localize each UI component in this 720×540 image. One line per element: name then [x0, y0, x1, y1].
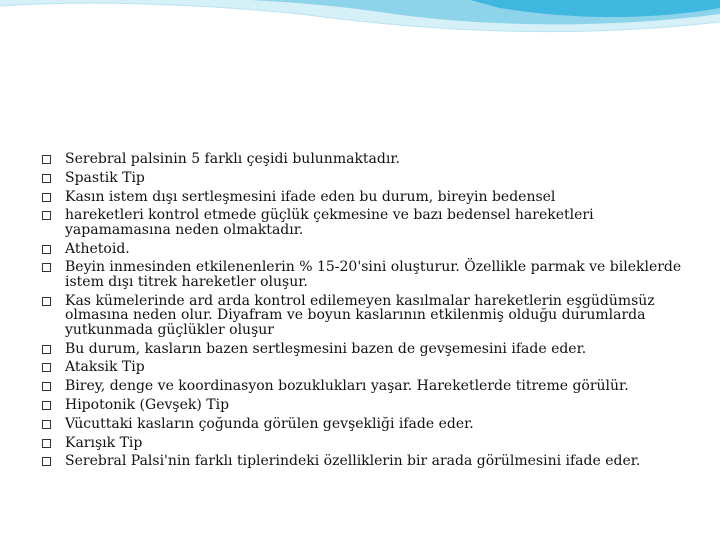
bullet-text: Serebral palsinin 5 farklı çeşidi bulunmaktadır. — [65, 151, 400, 167]
bullet-item — [42, 208, 682, 237]
empty-box-icon — [42, 245, 51, 254]
bullet-item — [42, 171, 682, 186]
empty-box-icon — [42, 297, 51, 306]
bullet-item — [42, 436, 682, 451]
bullet-text: Serebral Palsi'nin farklı tiplerindeki özelliklerin bir arada görülmesini ifade eder. — [65, 453, 641, 470]
empty-box-icon — [42, 174, 51, 183]
empty-box-icon — [42, 155, 51, 164]
bullet-text: Kasın istem dışı sertleşmesini ifade eden bu durum, bireyin bedensel — [65, 188, 556, 205]
bullet-item — [42, 260, 682, 289]
bullet-text: Hipotonik (Gevşek) Tip — [65, 396, 230, 413]
bullet-item — [42, 360, 682, 375]
bullet-text: Athetoid. — [65, 240, 130, 257]
bullet-item — [42, 242, 682, 257]
bullet-text: hareketleri kontrol etmede güçlük çekmesine ve bazı bedensel hareketleri yapamamasına neden olmaktadır. — [65, 207, 594, 238]
bullet-item — [42, 398, 682, 413]
bullet-item — [42, 152, 682, 167]
bullet-text: Vücuttaki kasların çoğunda görülen gevşekliği ifade eder. — [65, 415, 474, 432]
bullet-text: Bu durum, kasların bazen sertleşmesini bazen de gevşemesini ifade eder. — [65, 340, 587, 357]
bullet-item — [42, 379, 682, 394]
empty-box-icon — [42, 439, 51, 448]
empty-box-icon — [42, 211, 51, 220]
empty-box-icon — [42, 382, 51, 391]
empty-box-icon — [42, 345, 51, 354]
bullet-item — [42, 190, 682, 205]
bullet-item — [42, 342, 682, 357]
bullet-text: Karışık Tip — [65, 434, 143, 451]
empty-box-icon — [42, 263, 51, 272]
bullet-text: Beyin inmesinden etkilenenlerin % 15-20'sini oluşturur. Özellikle parmak ve bileklerde istem dışı titrek hareketler oluşur. — [65, 259, 682, 290]
bullet-text: Birey, denge ve koordinasyon bozuklukları yaşar. Hareketlerde titreme görülür. — [65, 378, 629, 395]
empty-box-icon — [42, 457, 51, 466]
bullet-item — [42, 454, 682, 469]
bullet-item — [42, 294, 682, 338]
bullet-text: Spastik Tip — [65, 169, 145, 186]
empty-box-icon — [42, 420, 51, 429]
bullet-item — [42, 417, 682, 432]
bullet-text: Kas kümelerinde ard arda kontrol edilemeyen kasılmalar hareketlerin eşgüdümsüz olmasına neden olur. Diyafram ve boyun kaslarının etkilenmiş olduğu durumlarda yutkunmada güçlükler oluşur — [65, 292, 655, 338]
empty-box-icon — [42, 363, 51, 372]
header-wave-decoration — [0, 0, 720, 70]
slide-bullet-list — [42, 152, 682, 469]
empty-box-icon — [42, 193, 51, 202]
bullet-text: Ataksik Tip — [65, 359, 145, 376]
empty-box-icon — [42, 401, 51, 410]
